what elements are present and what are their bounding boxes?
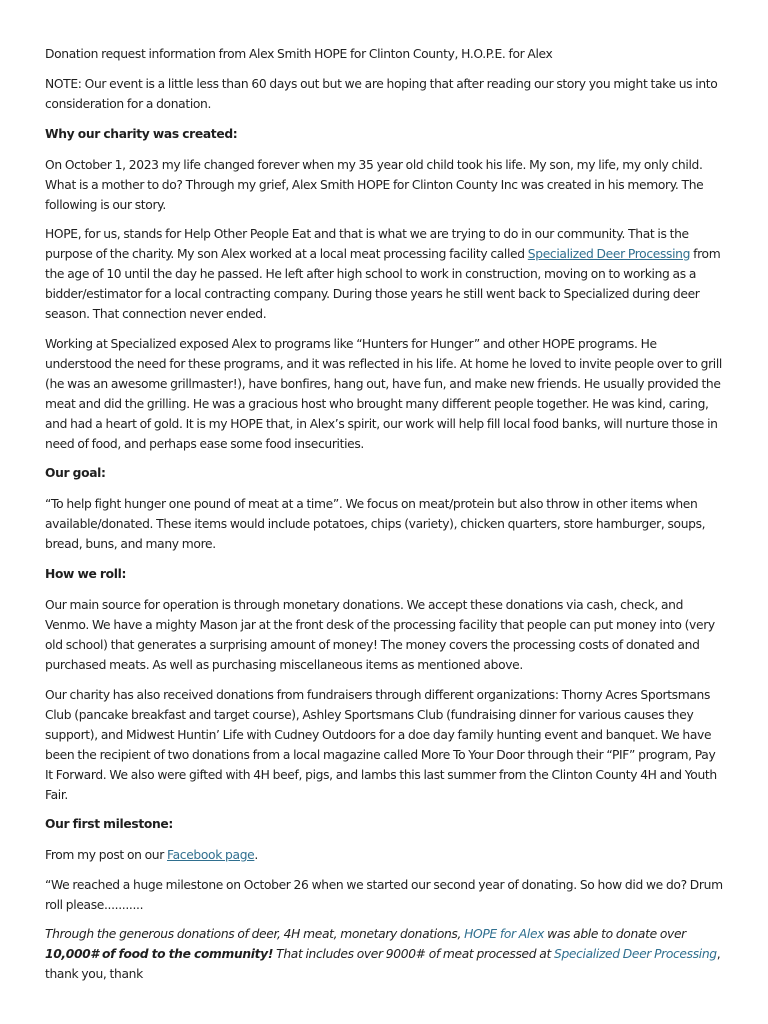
document-header: Donation request information from Alex Smith HOPE for Clinton County, H.O.P.E. for Alex bbox=[45, 47, 553, 61]
specialized-deer-processing-link[interactable]: Specialized Deer Processing bbox=[527, 247, 691, 262]
paragraph-fundraisers: Our charity has also received donations from fundraisers through different organizations: Thorny Acres Sportsmans Club (pancake breakfast and target course), Ashley Sportsmans Club (fundraising dinner for various causes they support), and Midwest Huntin’ Life with Cudney Outdoors for a doe day family hunting event and banquet. We have been the recipient of two donations from a local magazine called More To Your Door through their “PIF” program, Pay It Forward. We also were gifted with 4H beef, pigs, and lambs this last summer from the Clinton County 4H and Youth Fair. bbox=[45, 687, 717, 802]
specialized-deer-processing-text: Specialized Deer Processing bbox=[554, 947, 717, 962]
facebook-page-link[interactable]: Facebook page bbox=[167, 848, 255, 863]
paragraph-working: Working at Specialized exposed Alex to programs like “Hunters for Hunger” and other HOPE programs. He understood the need for these programs, and it was reflected in his life. At home he loved to invite people over to grill (he was an awesome grillmaster!), have bonfires, hang out, have fun, and make new friends. He usually provided the meat and did the grilling. He was a gracious host who brought many different people together. He was kind, caring, and had a heart of gold. It is my HOPE that, in Alex’s spirit, our work will help fill local food banks, will nurture those in need of food, and perhaps ease some food insecurities. bbox=[45, 336, 722, 451]
paragraph-hope-meaning: HOPE, for us, stands for Help Other People Eat and that is what we are trying to do in our community. That is the purpose of the charity. My son Alex worked at a local meat processing facility called Specialized Deer Processing from the age of 10 until the day he passed. He left after high school to work in construction, moving on to working as a bidder/estimator for a local contracting company. During those years he still went back to Specialized during deer season. That connection never ended. bbox=[45, 227, 721, 322]
heading-our-goal: Our goal: bbox=[45, 466, 106, 481]
paragraph-facebook-post: From my post on our Facebook page. bbox=[45, 848, 258, 863]
heading-how-we-roll: How we roll: bbox=[45, 566, 127, 581]
paragraph-milestone-details: Through the generous donations of deer, 4H meat, monetary donations, HOPE for Alex was able to donate over 10,000# of food to the community! That includes over 9000# of meat processed at Specialized Deer Processing, thank you, thank bbox=[45, 927, 721, 982]
paragraph-how-we-roll: Our main source for operation is through monetary donations. We accept these donations via cash, check, and Venmo. We have a mighty Mason jar at the front desk of the processing facility that people can put money into (very old school) that generates a surprising amount of money! The money covers the processing costs of donated and purchased meats. As well as purchasing miscellaneous items as mentioned above. bbox=[45, 597, 715, 672]
hope-for-alex-text: HOPE for Alex bbox=[464, 927, 545, 942]
heading-first-milestone: Our first milestone: bbox=[45, 817, 173, 832]
paragraph-milestone-quote: “We reached a huge milestone on October 26 when we started our second year of donating. So how did we do? Drum roll please........... bbox=[45, 877, 723, 912]
heading-why-created: Why our charity was created: bbox=[45, 126, 238, 141]
ten-thousand-pounds-highlight: 10,000# of food to the community! bbox=[45, 947, 274, 962]
paragraph-october: On October 1, 2023 my life changed forever when my 35 year old child took his life. My son, my life, my only child. What is a mother to do? Through my grief, Alex Smith HOPE for Clinton County Inc was created in his memory. The following is our story. bbox=[45, 157, 704, 212]
note-paragraph: NOTE: Our event is a little less than 60 days out but we are hoping that after reading our story you might take us into consideration for a donation. bbox=[45, 77, 718, 111]
paragraph-goal: “To help fight hunger one pound of meat at a time”. We focus on meat/protein but also throw in other items when available/donated. These items would include potatoes, chips (variety), chicken quarters, store hamburger, soups, bread, buns, and many more. bbox=[45, 497, 706, 552]
